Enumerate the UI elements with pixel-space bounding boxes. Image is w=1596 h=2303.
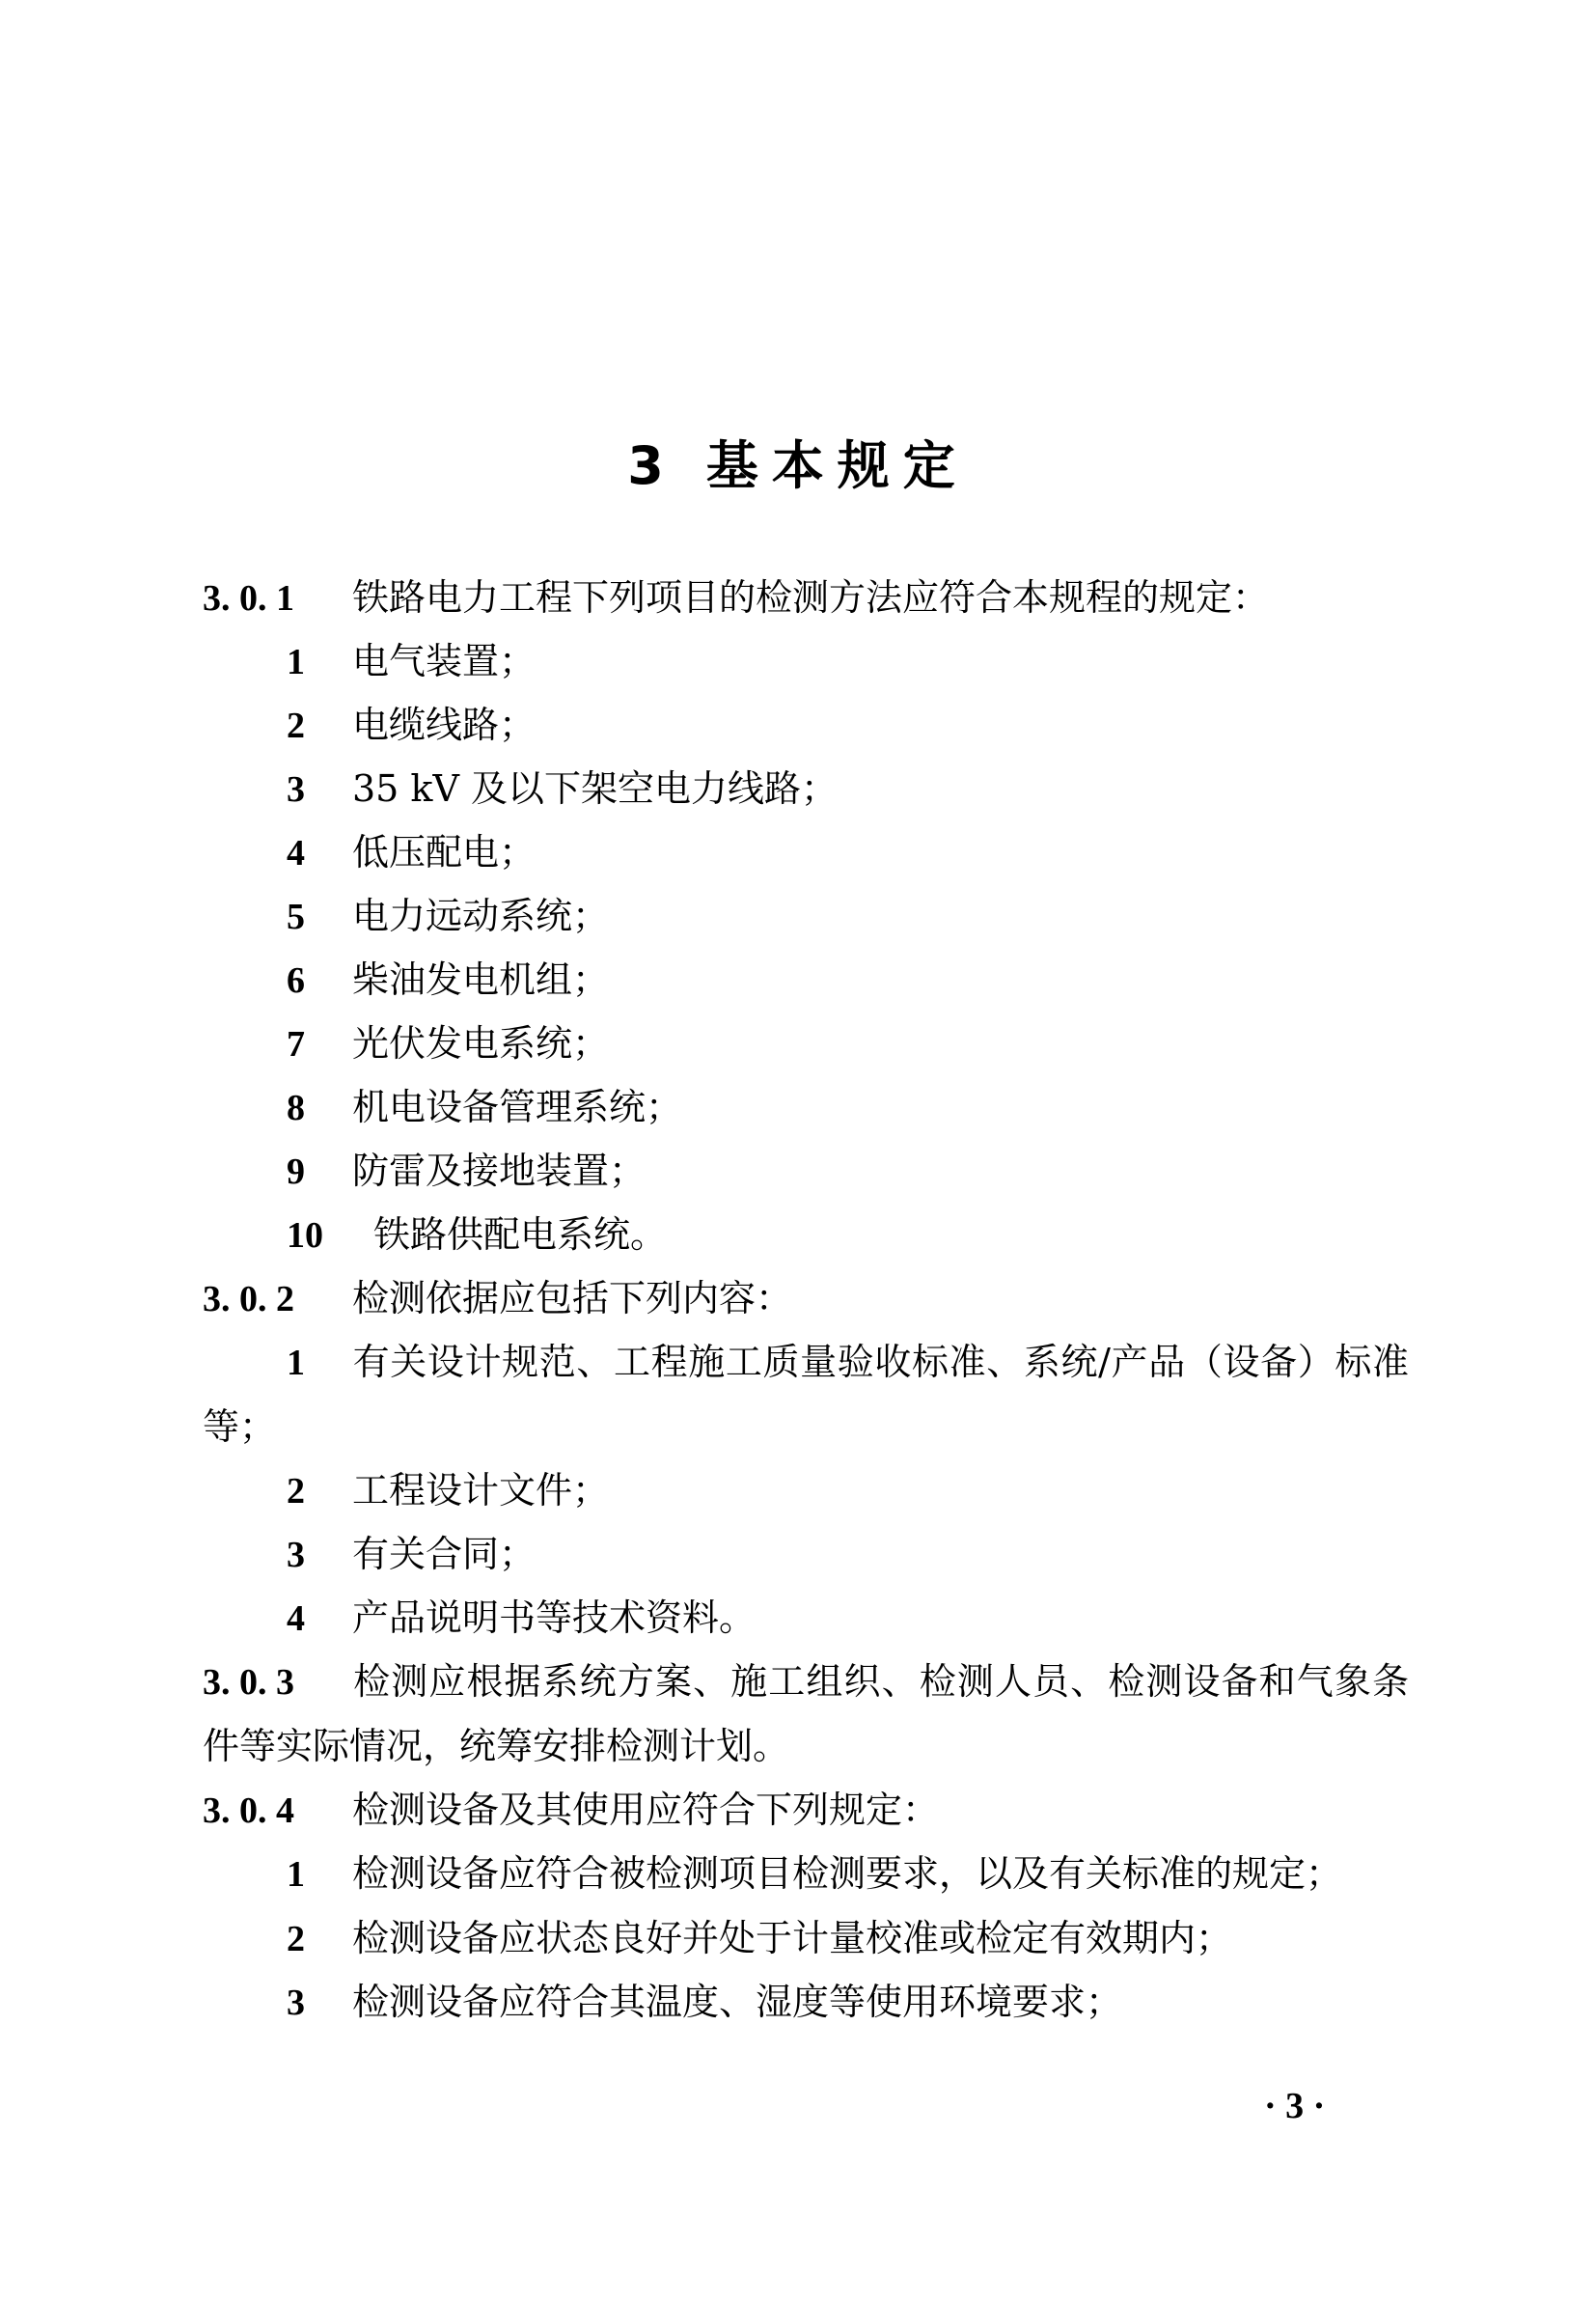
clause-number: 3. 0. 3	[203, 1662, 294, 1703]
list-item	[203, 1203, 1409, 1266]
list-item	[203, 1522, 1409, 1586]
item-number: 4	[287, 1598, 305, 1639]
chapter-title	[0, 425, 1596, 499]
list-item	[203, 1075, 1409, 1139]
list-item	[203, 1970, 1409, 2034]
clause-text: 检测设备及其使用应符合下列规定：	[352, 1789, 940, 1831]
list-item	[203, 1330, 1409, 1458]
list-item	[203, 1586, 1409, 1650]
item-number: 2	[287, 1919, 305, 1959]
list-item	[203, 693, 1409, 757]
item-text: 机电设备管理系统；	[352, 1086, 683, 1128]
list-item	[203, 1842, 1409, 1906]
item-number: 3	[287, 1983, 305, 2023]
item-text: 产品说明书等技术资料。	[352, 1596, 757, 1639]
clause-text: 铁路电力工程下列项目的检测方法应符合本规程的规定：	[352, 576, 1270, 619]
item-text: 35 kV 及以下架空电力线路；	[352, 767, 838, 810]
item-number: 4	[287, 833, 305, 874]
item-text: 铁路供配电系统。	[373, 1213, 668, 1256]
item-number: 8	[287, 1088, 305, 1128]
item-text: 有关合同；	[352, 1533, 537, 1575]
clause-number: 3. 0. 4	[203, 1790, 294, 1831]
item-number: 2	[287, 1471, 305, 1512]
list-item	[203, 1906, 1409, 1970]
clause-number: 3. 0. 1	[203, 578, 294, 619]
page-number: · 3 ·	[1264, 2086, 1326, 2126]
item-number: 5	[287, 897, 305, 937]
item-text: 柴油发电机组；	[352, 958, 610, 1001]
list-item	[203, 820, 1409, 884]
item-text: 电缆线路；	[352, 704, 537, 746]
list-item	[203, 948, 1409, 1012]
chapter-number: 3	[627, 435, 677, 496]
item-number: 2	[287, 706, 305, 746]
list-item	[203, 1139, 1409, 1203]
item-text: 光伏发电系统；	[352, 1022, 610, 1065]
list-item	[203, 629, 1409, 693]
item-number: 6	[287, 960, 305, 1001]
list-item	[203, 757, 1409, 820]
clause-3-0-1	[203, 566, 1409, 629]
clause-3-0-3	[203, 1650, 1409, 1778]
item-number: 9	[287, 1152, 305, 1192]
clause-number: 3. 0. 2	[203, 1279, 294, 1319]
item-number: 1	[287, 1854, 305, 1895]
clause-3-0-4	[203, 1778, 1409, 1842]
item-number: 10	[287, 1215, 323, 1256]
list-item	[203, 1458, 1409, 1522]
item-text: 有关设计规范、工程施工质量验收标准、系统/产品（设备）标准等；	[203, 1341, 1409, 1448]
item-text: 低压配电；	[352, 831, 537, 874]
clause-text: 检测依据应包括下列内容：	[352, 1277, 793, 1319]
item-number: 3	[287, 1535, 305, 1575]
item-text: 工程设计文件；	[352, 1469, 610, 1512]
clause-3-0-2	[203, 1266, 1409, 1330]
list-item	[203, 1012, 1409, 1075]
chapter-title-text: 基本规定	[705, 435, 969, 496]
item-number: 7	[287, 1024, 305, 1065]
item-text: 电力远动系统；	[352, 895, 610, 937]
document-body	[203, 566, 1409, 2034]
item-text: 检测设备应状态良好并处于计量校准或检定有效期内；	[352, 1917, 1233, 1959]
item-number: 1	[287, 1343, 305, 1383]
item-text: 防雷及接地装置；	[352, 1150, 647, 1192]
list-item	[203, 884, 1409, 948]
clause-text: 检测应根据系统方案、施工组织、检测人员、检测设备和气象条件等实际情况，统筹安排检测计划。	[203, 1660, 1409, 1767]
item-number: 1	[287, 642, 305, 682]
item-text: 电气装置；	[352, 640, 537, 682]
item-text: 检测设备应符合被检测项目检测要求，以及有关标准的规定；	[352, 1852, 1343, 1895]
item-text: 检测设备应符合其温度、湿度等使用环境要求；	[352, 1981, 1123, 2023]
item-number: 3	[287, 769, 305, 810]
